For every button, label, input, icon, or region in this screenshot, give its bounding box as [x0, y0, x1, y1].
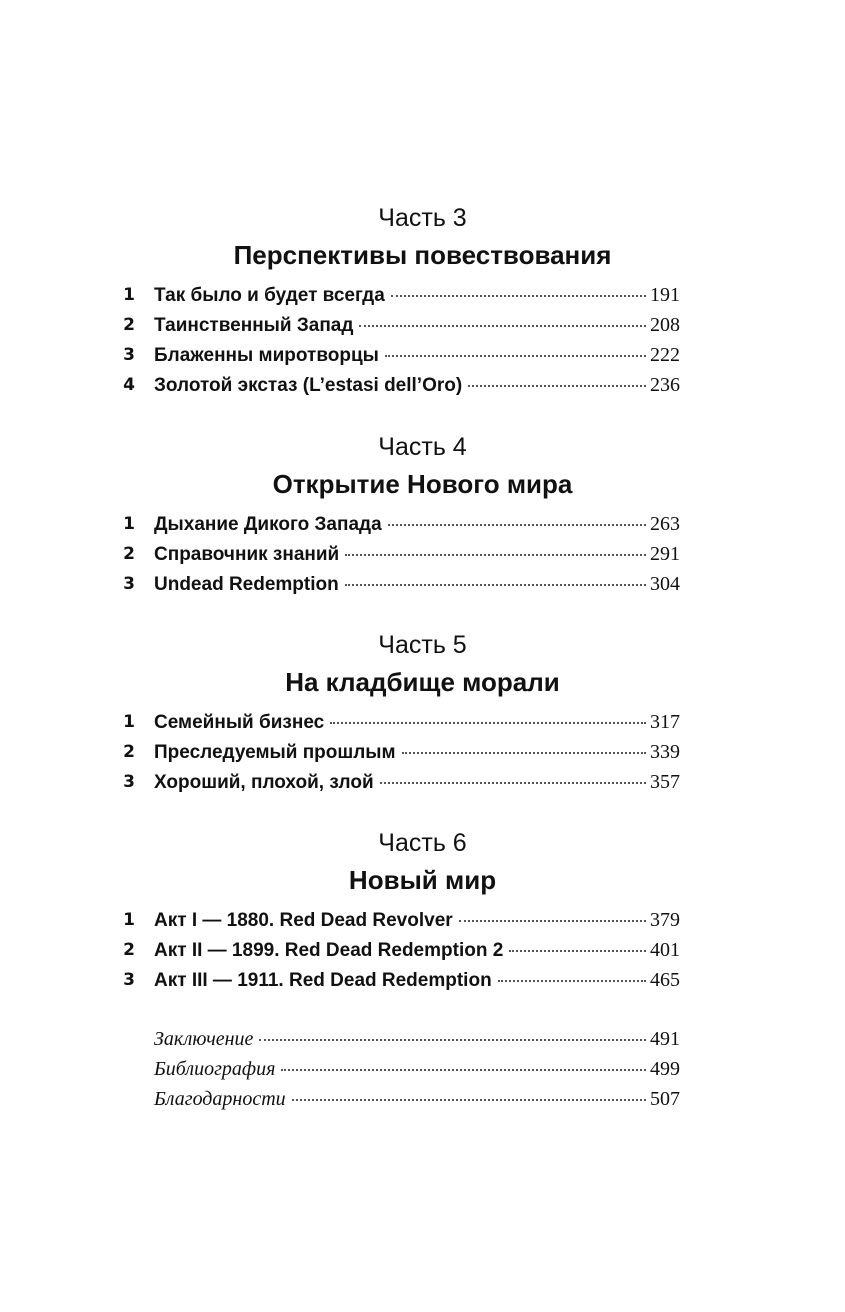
chapter-title: Акт II — 1899. Red Dead Redemption 2: [154, 940, 504, 961]
page-number: 465: [650, 969, 680, 991]
chapter-list: [0, 905, 845, 995]
back-matter-title: Благодарности: [154, 1088, 286, 1110]
chapter-number: 1: [123, 285, 135, 305]
chapter-entry[interactable]: [0, 569, 845, 599]
chapter-number: 3: [123, 345, 135, 365]
chapter-entry[interactable]: [0, 935, 845, 965]
dot-leader: [385, 355, 646, 357]
back-matter-title: Заключение: [154, 1028, 254, 1050]
chapter-entry[interactable]: [0, 310, 845, 340]
chapter-title: Акт I — 1880. Red Dead Revolver: [154, 910, 453, 931]
chapter-number: 1: [123, 712, 135, 732]
dot-leader: [498, 980, 646, 982]
chapter-entry[interactable]: [0, 737, 845, 767]
page-number: 263: [650, 513, 680, 535]
dot-leader: [380, 782, 646, 784]
back-matter-title: Библиография: [154, 1058, 276, 1080]
chapter-number: 3: [123, 574, 135, 594]
chapter-number: 2: [123, 940, 135, 960]
part-title: Перспективы повествования: [233, 240, 612, 270]
dot-leader: [359, 325, 646, 327]
page-number: 191: [650, 284, 680, 306]
chapter-title: Справочник знаний: [154, 544, 340, 565]
back-matter-list: [0, 1024, 845, 1114]
chapter-entry[interactable]: [0, 707, 845, 737]
dot-leader: [468, 385, 646, 387]
chapter-number: 2: [123, 544, 135, 564]
dot-leader: [259, 1039, 646, 1041]
chapter-title: Дыхание Дикого Запада: [154, 514, 382, 535]
dot-leader: [459, 920, 646, 922]
chapter-title: Так было и будет всегда: [154, 285, 385, 306]
part-3-section: [0, 200, 845, 400]
page-number: 379: [650, 909, 680, 931]
chapter-title: Преследуемый прошлым: [154, 742, 396, 763]
chapter-title: Таинственный Запад: [154, 315, 354, 336]
chapter-list: [0, 280, 845, 400]
part-6-section: [0, 825, 845, 995]
part-4-section: [0, 429, 845, 599]
page-number: 317: [650, 711, 680, 733]
chapter-title: Акт III — 1911. Red Dead Redemption: [154, 970, 492, 991]
chapter-title: Хороший, плохой, злой: [154, 772, 374, 793]
page-number: 401: [650, 939, 680, 961]
dot-leader: [509, 950, 646, 952]
dot-leader: [345, 584, 646, 586]
part-label: Часть 4: [378, 433, 467, 461]
chapter-list: [0, 509, 845, 599]
page-number: 491: [650, 1028, 680, 1050]
page-number: 208: [650, 314, 680, 336]
chapter-entry[interactable]: [0, 539, 845, 569]
page-number: 357: [650, 771, 680, 793]
part-5-section: [0, 627, 845, 797]
dot-leader: [345, 554, 646, 556]
chapter-number: 1: [123, 910, 135, 930]
chapter-entry[interactable]: [0, 370, 845, 400]
chapter-list: [0, 707, 845, 797]
back-matter-entry[interactable]: [0, 1054, 845, 1084]
chapter-entry[interactable]: [0, 965, 845, 995]
dot-leader: [281, 1069, 646, 1071]
chapter-title: Семейный бизнес: [154, 712, 325, 733]
dot-leader: [391, 295, 646, 297]
page-number: 291: [650, 543, 680, 565]
part-title: Новый мир: [348, 865, 497, 895]
dot-leader: [388, 524, 646, 526]
dot-leader: [330, 722, 646, 724]
chapter-number: 4: [123, 375, 135, 395]
chapter-entry[interactable]: [0, 340, 845, 370]
chapter-number: 1: [123, 514, 135, 534]
page-number: 507: [650, 1088, 680, 1110]
page-number: 499: [650, 1058, 680, 1080]
chapter-number: 2: [123, 742, 135, 762]
chapter-entry[interactable]: [0, 509, 845, 539]
dot-leader: [292, 1099, 646, 1101]
dot-leader: [402, 752, 646, 754]
part-label: Часть 6: [378, 829, 467, 857]
chapter-entry[interactable]: [0, 905, 845, 935]
part-title: На кладбище морали: [285, 667, 560, 697]
chapter-entry[interactable]: [0, 280, 845, 310]
chapter-number: 2: [123, 315, 135, 335]
page-number: 304: [650, 573, 680, 595]
part-label: Часть 5: [378, 631, 467, 659]
chapter-title: Блаженны миротворцы: [154, 345, 379, 366]
chapter-title: Золотой экстаз (L’estasi dell’Oro): [154, 375, 463, 396]
part-title: Открытие Нового мира: [272, 469, 573, 499]
page-number: 339: [650, 741, 680, 763]
page-number: 236: [650, 374, 680, 396]
chapter-number: 3: [123, 772, 135, 792]
back-matter-entry[interactable]: [0, 1024, 845, 1054]
chapter-entry[interactable]: [0, 767, 845, 797]
chapter-number: 3: [123, 970, 135, 990]
back-matter-entry[interactable]: [0, 1084, 845, 1114]
page-number: 222: [650, 344, 680, 366]
chapter-title: Undead Redemption: [154, 574, 339, 595]
part-label: Часть 3: [378, 204, 467, 232]
